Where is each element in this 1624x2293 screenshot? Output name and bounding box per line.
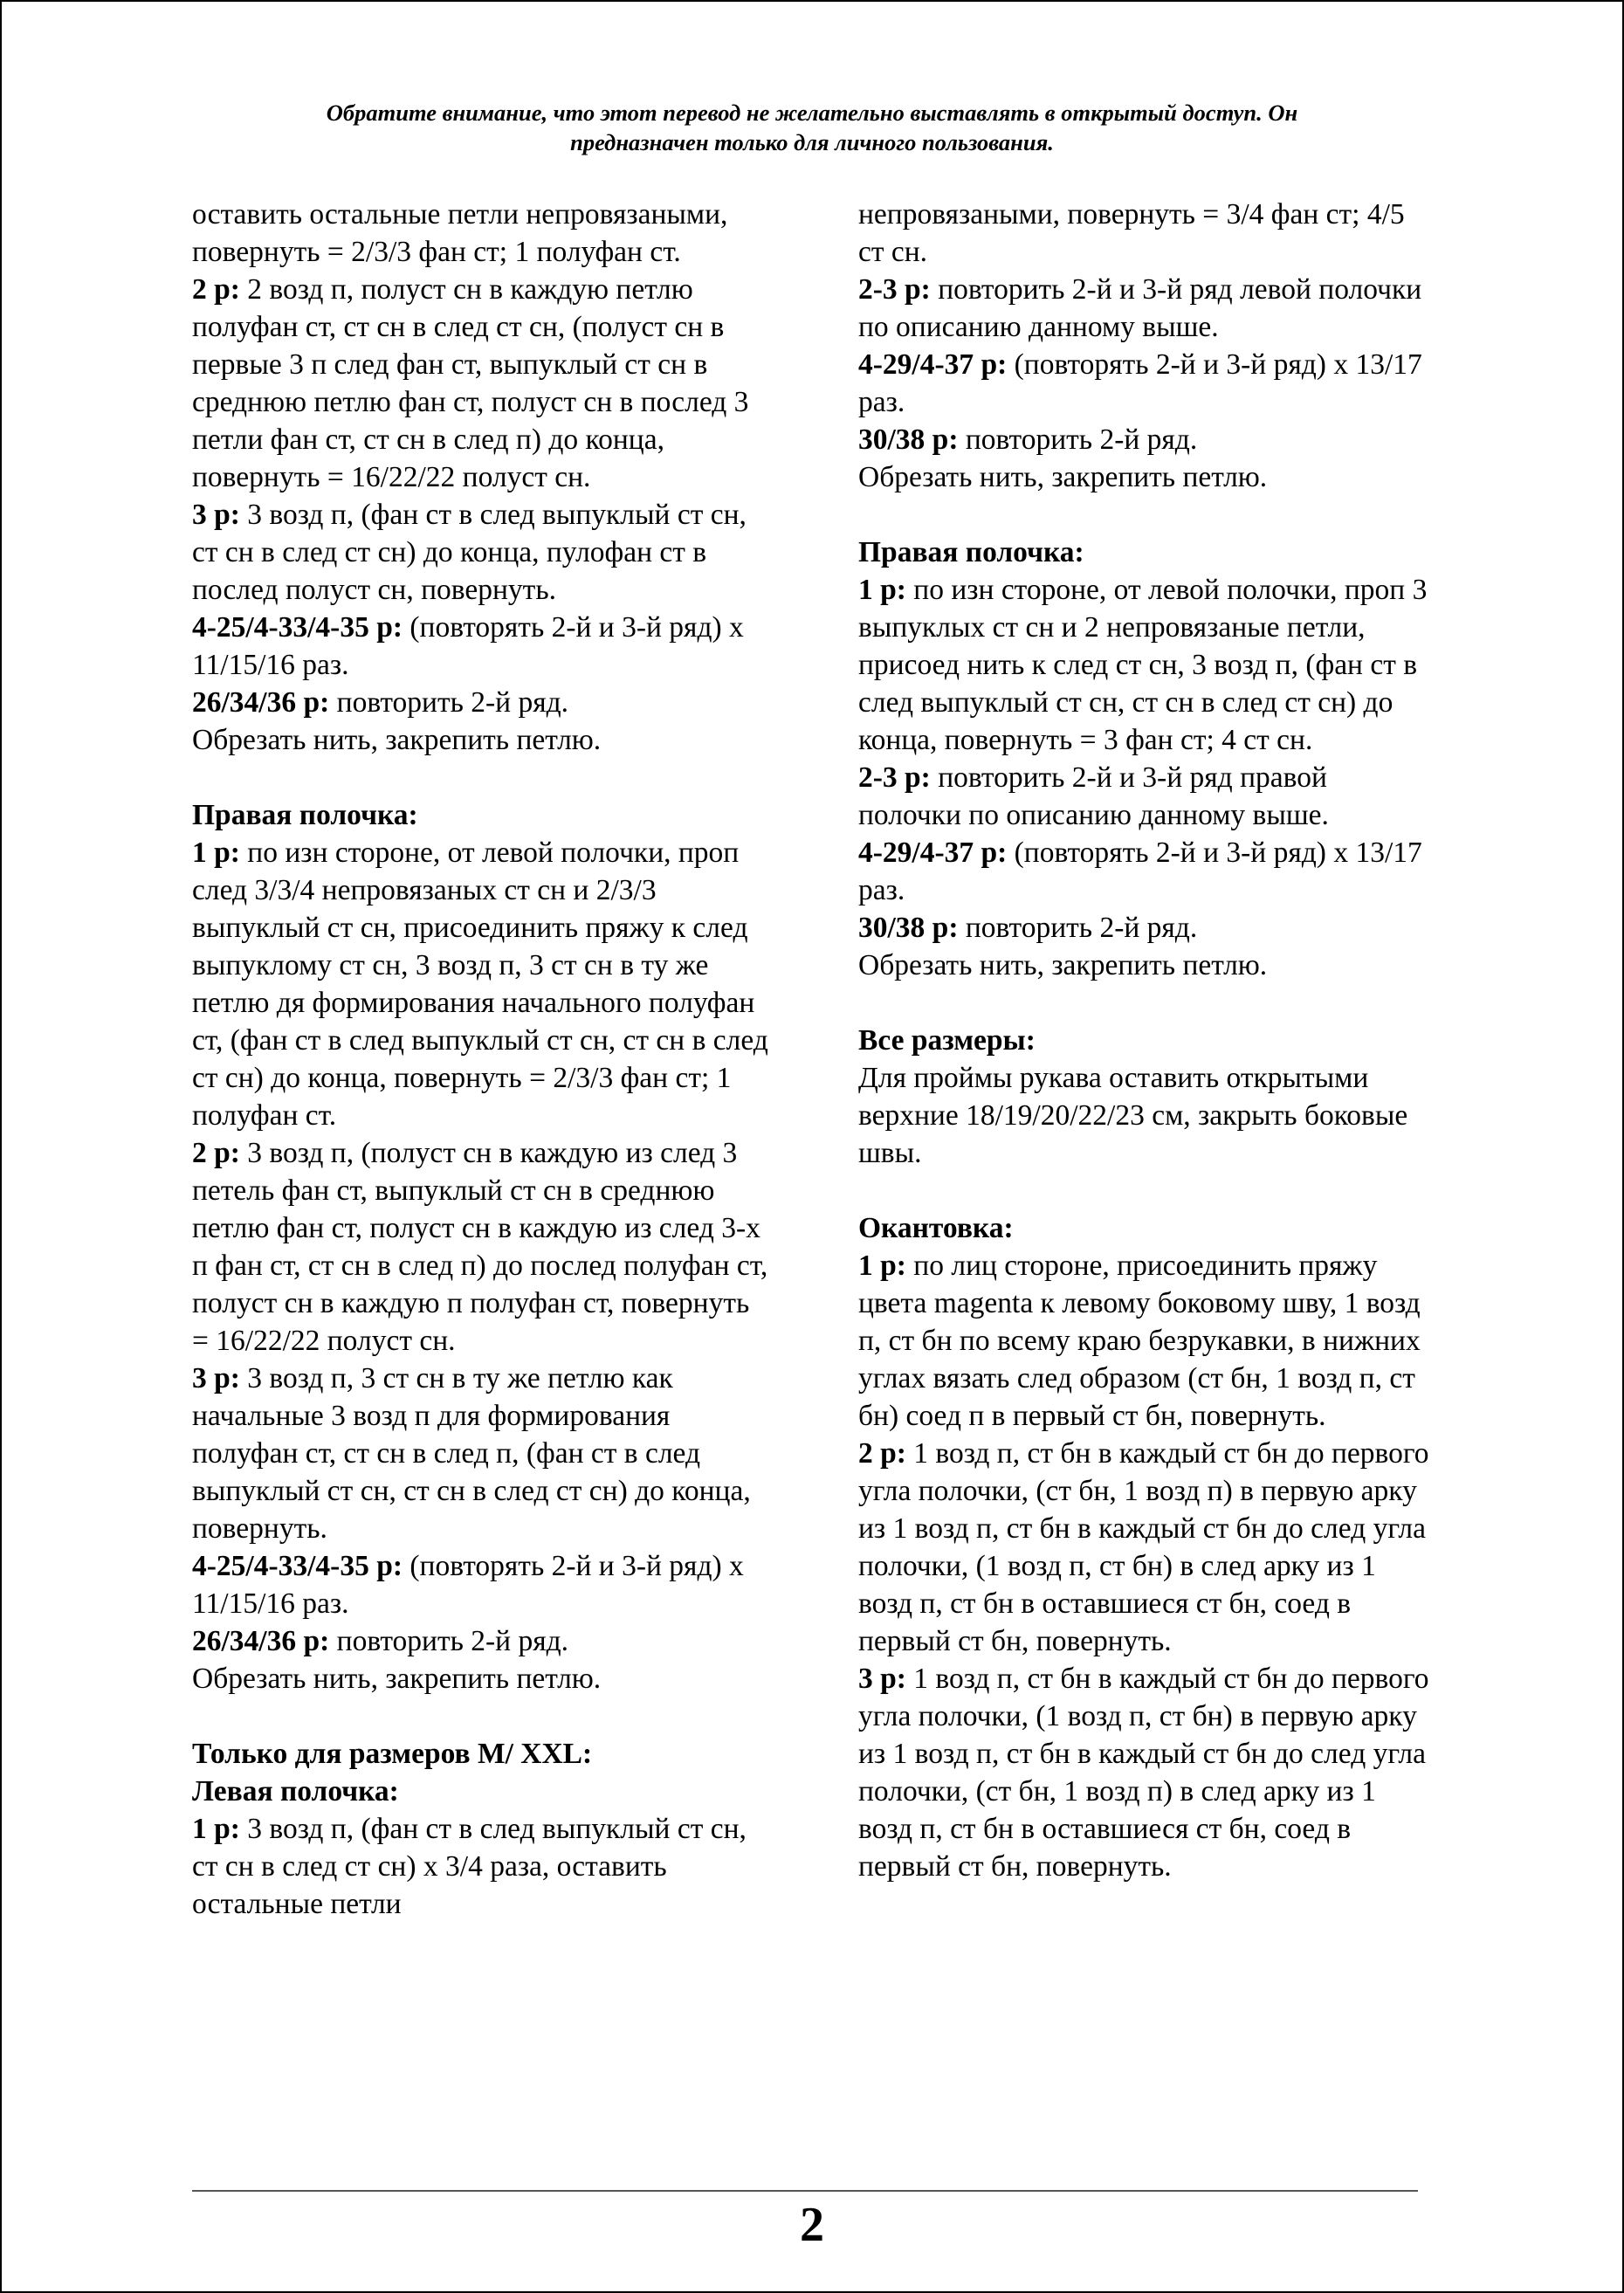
- row-instruction: [192, 1134, 768, 1360]
- row-label: 2-3 р:: [858, 273, 931, 306]
- row-label: 2 р:: [192, 1137, 240, 1169]
- row-instruction: [858, 1435, 1435, 1660]
- row-instruction: [192, 684, 768, 721]
- row-instruction: [192, 496, 768, 609]
- paragraph: Обрезать нить, закрепить петлю.: [858, 949, 1268, 981]
- row-instruction: [858, 1247, 1435, 1435]
- row-text: по изн стороне, от левой полочки, проп след 3/3/4 непровязаных ст сн и 2/3/3 выпуклый ст сн, присоединить пряжу к след выпуклому ст сн, 3 возд п, 3 ст сн в ту же петлю дя формирования начального полуфан ст, (фан ст в след выпуклый ст сн, ст сн в след ст сн) до конца, повернуть = 2/3/3 фан ст; 1 полуфан ст.: [192, 837, 768, 1132]
- row-text: 2 возд п, полуст сн в каждую петлю полуфан ст, ст сн в след ст сн, (полуст сн в первые 3 п след фан ст, выпуклый ст сн в среднюю петлю фан ст, полуст сн в послед 3 петли фан ст, ст сн в след п) до конца, повернуть = 16/22/22 полуст сн.: [192, 273, 749, 493]
- row-text: 3 возд п, 3 ст сн в ту же петлю как начальные 3 возд п для формирования полуфан ст, ст сн в след п, (фан ст в след выпуклый ст сн, ст сн в след ст сн) до конца, повернуть.: [192, 1362, 751, 1545]
- row-label: 1 р:: [858, 1250, 906, 1282]
- row-label: 3 р:: [192, 499, 240, 531]
- left-column: [192, 196, 768, 1923]
- paragraph: непровязаными, повернуть = 3/4 фан ст; 4/5 ст сн.: [858, 198, 1405, 268]
- row-text: 3 возд п, (полуст сн в каждую из след 3 петель фан ст, выпуклый ст сн в среднюю петлю фан ст, полуст сн в каждую из след 3-х п фан ст, ст сн в след п) до послед полуфан ст, полуст сн в каждую п полуфан ст, повернуть = 16/22/22 полуст сн.: [192, 1137, 768, 1357]
- row-label: 4-25/4-33/4-35 р:: [192, 611, 403, 644]
- row-label: 4-29/4-37 р:: [858, 348, 1008, 381]
- paragraph: Обрезать нить, закрепить петлю.: [192, 724, 602, 756]
- paragraph: Обрезать нить, закрепить петлю.: [858, 461, 1268, 493]
- row-text: (повторять 2-й и 3-й ряд) х 13/17 раз.: [858, 837, 1422, 906]
- row-text: повторить 2-й ряд.: [958, 912, 1198, 944]
- row-instruction: [858, 271, 1435, 346]
- row-label: 4-25/4-33/4-35 р:: [192, 1550, 403, 1582]
- header-line-1: Обратите внимание, что этот перевод не желательно выставлять в открытый доступ. Он: [326, 100, 1298, 126]
- paragraph: Обрезать нить, закрепить петлю.: [192, 1663, 602, 1695]
- row-text: 1 возд п, ст бн в каждый ст бн до первого угла полочки, (1 возд п, ст бн) в первую арку из 1 возд п, ст бн в каждый ст бн до след угла полочки, (ст бн, 1 возд п) в след арку из 1 возд п, ст бн в оставшиеся ст бн, соед в первый ст бн, повернуть.: [858, 1663, 1429, 1883]
- row-text: повторить 2-й ряд.: [329, 686, 569, 719]
- row-label: 1 р:: [858, 574, 906, 606]
- footer-divider: [192, 2190, 1418, 2192]
- header-line-2: предназначен только для личного пользования.: [570, 129, 1054, 155]
- row-text: 1 возд п, ст бн в каждый ст бн до первого угла полочки, (ст бн, 1 возд п) в первую арку из 1 возд п, ст бн в каждый ст бн до след угла полочки, (1 возд п, ст бн) в след арку из 1 возд п, ст бн в оставшиеся ст бн, соед в первый ст бн, повернуть.: [858, 1437, 1429, 1657]
- row-label: 3 р:: [858, 1663, 906, 1695]
- row-text: повторить 2-й ряд.: [329, 1625, 569, 1657]
- row-text: повторить 2-й и 3-й ряд левой полочки по описанию данному выше.: [858, 273, 1422, 343]
- page-number: 2: [800, 2198, 824, 2252]
- row-instruction: [858, 909, 1435, 947]
- row-label: 2 р:: [858, 1437, 906, 1470]
- row-instruction: [192, 1360, 768, 1547]
- section-heading: Все размеры:: [858, 1024, 1036, 1057]
- row-text: по изн стороне, от левой полочки, проп 3 выпуклых ст сн и 2 непровязаные петли, присоед нить к след ст сн, 3 возд п, (фан ст в след выпуклый ст сн, ст сн в след ст сн) до конца, повернуть = 3 фан ст; 4 ст сн.: [858, 574, 1428, 756]
- row-label: 26/34/36 р:: [192, 686, 330, 719]
- section-heading: Только для размеров М/ XXL:: [192, 1738, 593, 1770]
- row-label: 30/38 р:: [858, 423, 959, 456]
- row-text: повторить 2-й и 3-й ряд правой полочки по описанию данному выше.: [858, 761, 1329, 831]
- row-label: 3 р:: [192, 1362, 240, 1394]
- row-label: 4-29/4-37 р:: [858, 837, 1008, 869]
- row-instruction: [192, 271, 768, 496]
- row-instruction: [858, 1660, 1435, 1885]
- row-instruction: [858, 834, 1435, 909]
- row-instruction: [192, 1810, 768, 1923]
- row-instruction: [858, 759, 1435, 834]
- row-label: 2-3 р:: [858, 761, 931, 794]
- row-instruction: [192, 609, 768, 684]
- paragraph: Для проймы рукава оставить открытыми верхние 18/19/20/22/23 см, закрыть боковые швы.: [858, 1062, 1408, 1169]
- row-text: (повторять 2-й и 3-й ряд) х 11/15/16 раз.: [192, 611, 744, 681]
- row-label: 26/34/36 р:: [192, 1625, 330, 1657]
- row-text: (повторять 2-й и 3-й ряд) х 13/17 раз.: [858, 348, 1422, 418]
- row-instruction: [192, 1622, 768, 1660]
- row-label: 30/38 р:: [858, 912, 959, 944]
- row-instruction: [858, 346, 1435, 421]
- row-text: 3 возд п, (фан ст в след выпуклый ст сн, ст сн в след ст сн) до конца, пулофан ст в послед полуст сн, повернуть.: [192, 499, 747, 606]
- row-instruction: [192, 834, 768, 1134]
- row-label: 2 р:: [192, 273, 240, 306]
- section-heading: Левая полочка:: [192, 1775, 399, 1808]
- page-header-notice: [192, 98, 1432, 157]
- row-instruction: [858, 421, 1435, 458]
- row-text: по лиц стороне, присоединить пряжу цвета magenta к левому боковому шву, 1 возд п, ст бн по всему краю безрукавки, в нижних углах вязать след образом (ст бн, 1 возд п, ст бн) соед п в первый ст бн, повернуть.: [858, 1250, 1421, 1432]
- row-text: повторить 2-й ряд.: [958, 423, 1198, 456]
- row-text: 3 возд п, (фан ст в след выпуклый ст сн, ст сн в след ст сн) х 3/4 раза, оставить остальные петли: [192, 1813, 747, 1920]
- paragraph: оставить остальные петли непровязаными, повернуть = 2/3/3 фан ст; 1 полуфан ст.: [192, 198, 728, 268]
- row-text: (повторять 2-й и 3-й ряд) х 11/15/16 раз.: [192, 1550, 744, 1620]
- right-column: [858, 196, 1435, 1885]
- row-instruction: [192, 1547, 768, 1622]
- row-label: 1 р:: [192, 1813, 240, 1845]
- section-heading: Окантовка:: [858, 1212, 1014, 1244]
- row-label: 1 р:: [192, 837, 240, 869]
- section-heading: Правая полочка:: [858, 536, 1084, 568]
- section-heading: Правая полочка:: [192, 799, 418, 831]
- row-instruction: [858, 571, 1435, 759]
